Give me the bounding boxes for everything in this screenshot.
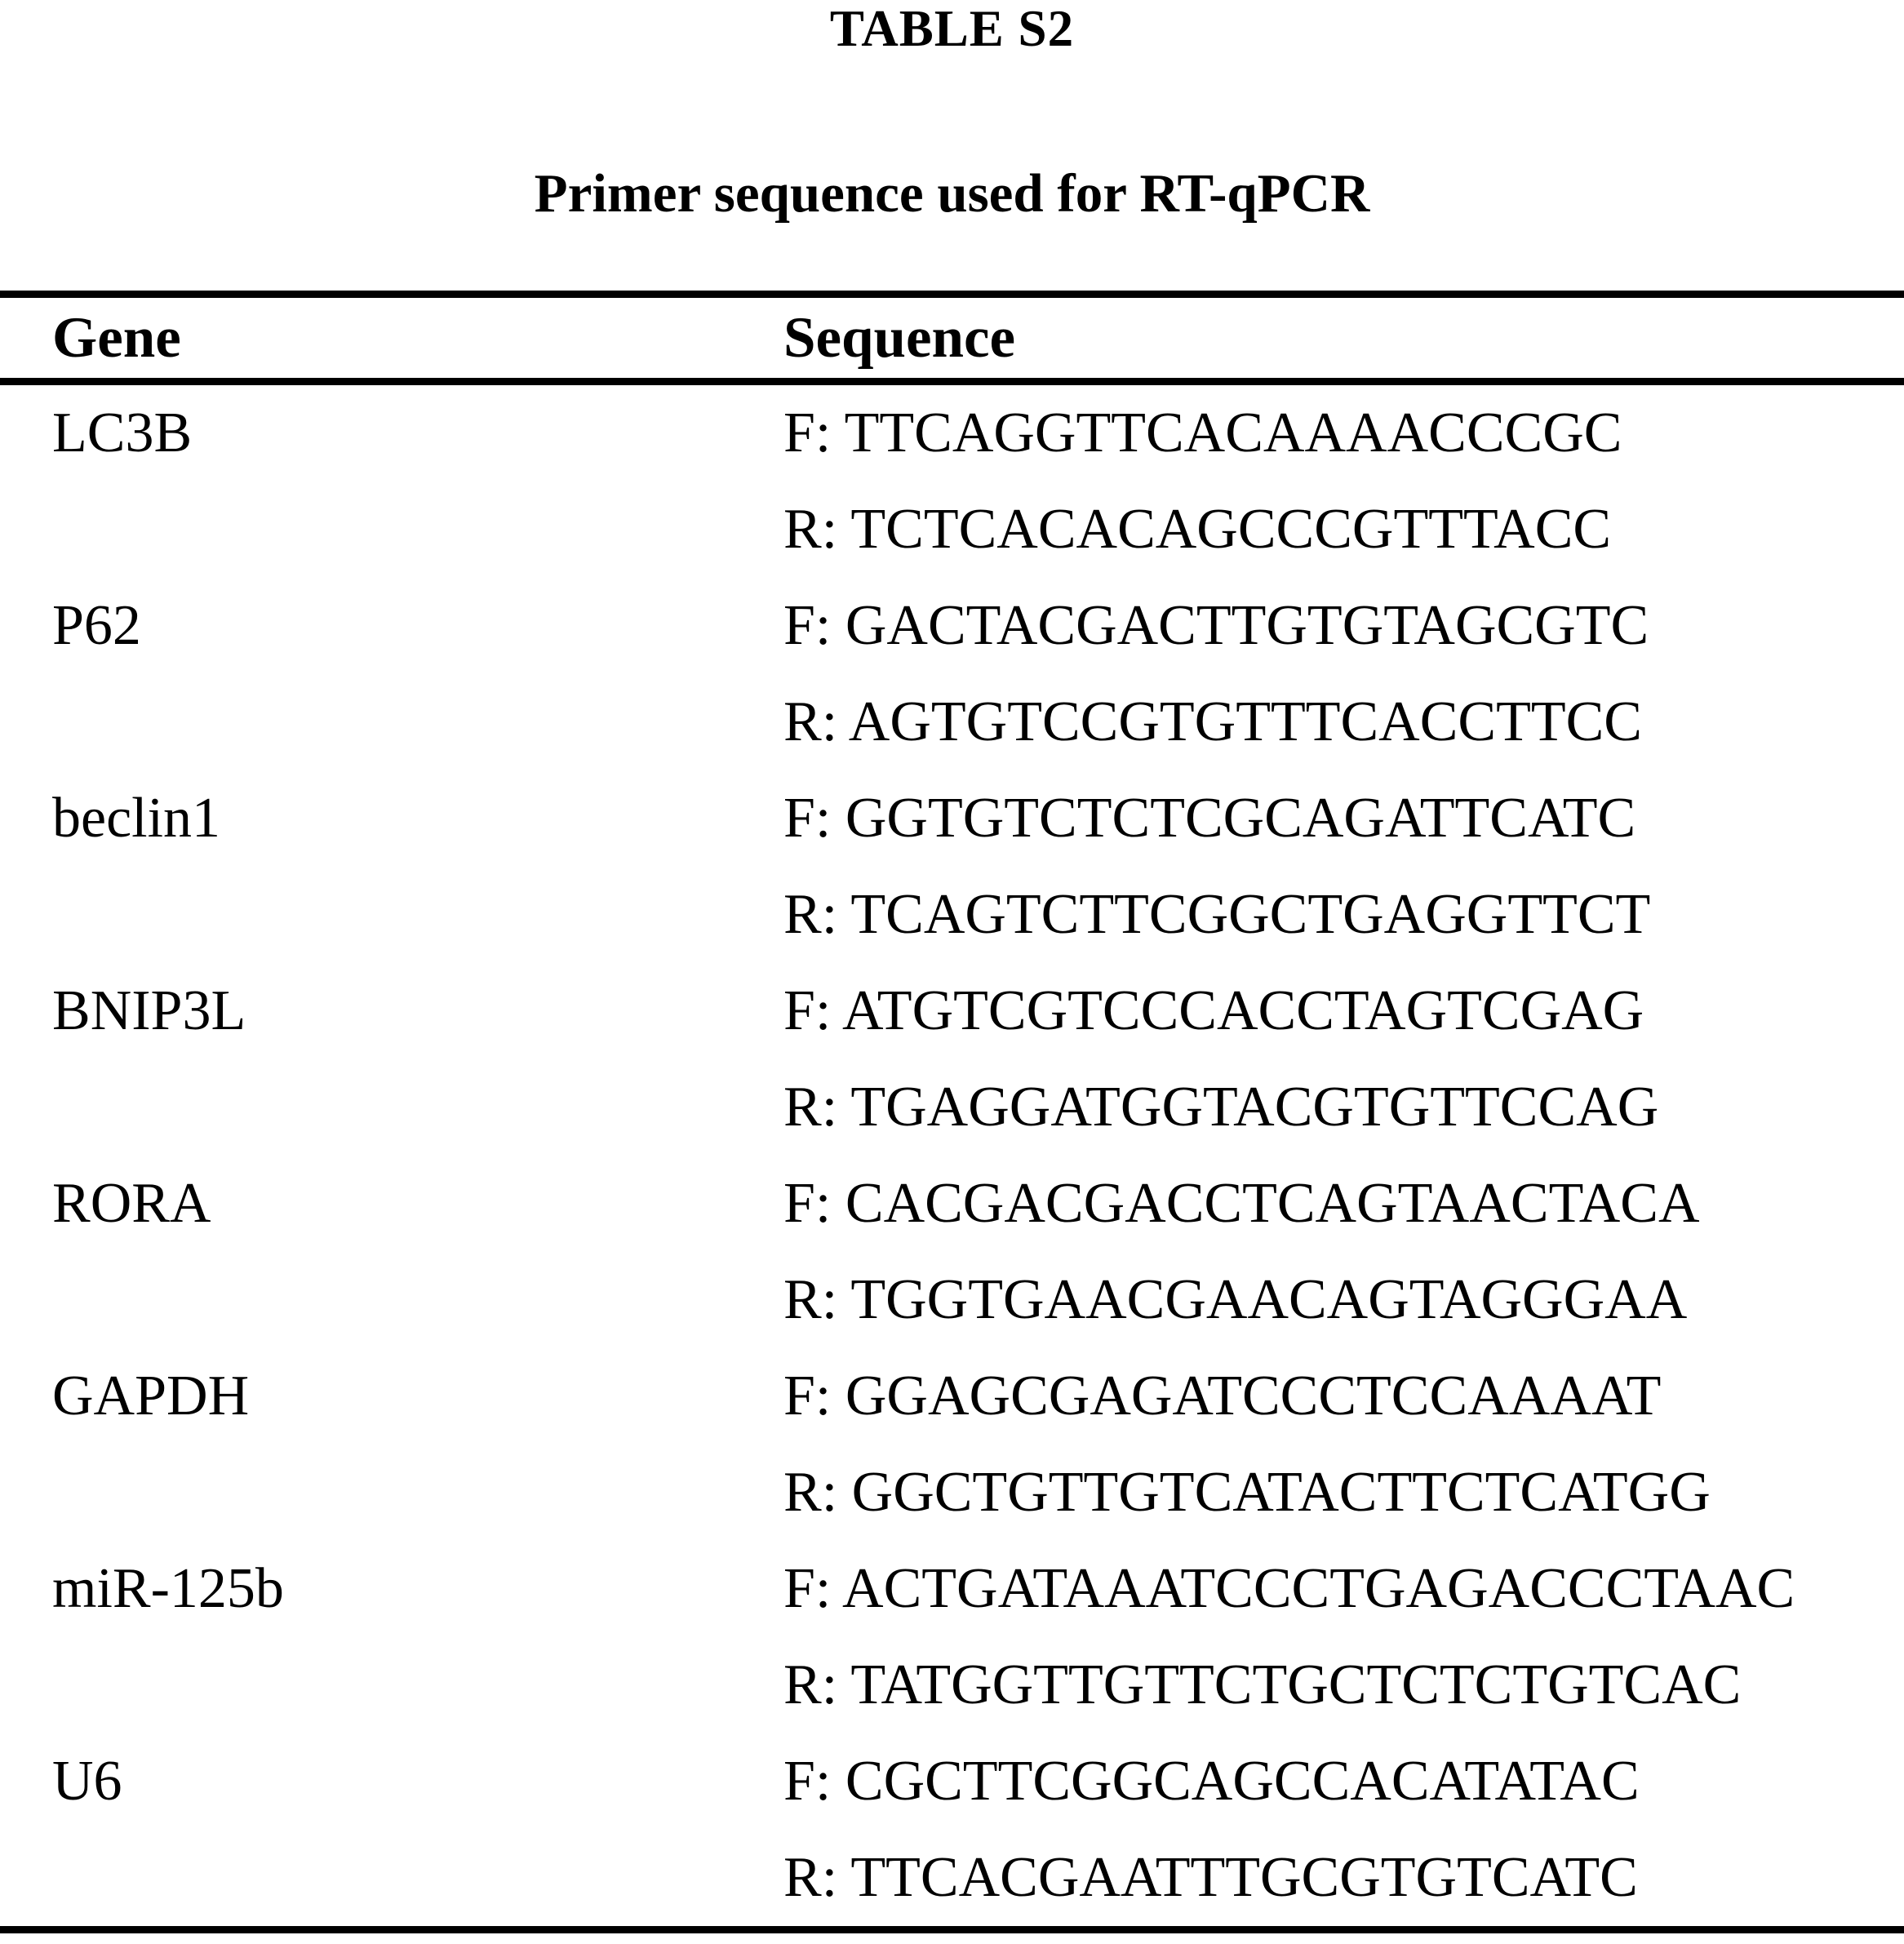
table-header-row	[0, 298, 1904, 385]
table-row-line	[0, 1348, 1904, 1445]
table-row-line	[0, 1059, 1904, 1156]
sequence-cell: R: TTCACGAATTTGCGTGTCATC	[783, 1846, 1638, 1909]
gene-cell: BNIP3L	[52, 979, 246, 1042]
primer-table	[0, 291, 1904, 1933]
sequence-cell: R: TCAGTCTTCGGCTGAGGTTCT	[783, 883, 1651, 946]
table-row-line	[0, 867, 1904, 963]
column-header-sequence: Sequence	[783, 305, 1015, 370]
gene-cell: P62	[52, 594, 141, 657]
table-row-line	[0, 1637, 1904, 1733]
sequence-cell: F: CACGACGACCTCAGTAACTACA	[783, 1172, 1700, 1235]
sequence-cell: R: AGTGTCCGTGTTTCACCTTCC	[783, 690, 1642, 753]
gene-cell: LC3B	[52, 402, 193, 464]
table-row-line	[0, 482, 1904, 578]
gene-cell: U6	[52, 1750, 122, 1813]
sequence-cell: R: TATGGTTGTTCTGCTCTCTGTCAC	[783, 1653, 1742, 1716]
table-row-line	[0, 1830, 1904, 1926]
table-label: TABLE S2	[829, 0, 1075, 57]
table-row-line	[0, 674, 1904, 770]
sequence-cell: F: CGCTTCGGCAGCCACATATAC	[783, 1750, 1640, 1813]
table-body	[0, 385, 1904, 1926]
sequence-cell: F: ATGTCGTCCCACCTAGTCGAG	[783, 979, 1644, 1042]
table-row-line	[0, 1733, 1904, 1830]
gene-cell: miR-125b	[52, 1557, 284, 1620]
gene-cell: beclin1	[52, 787, 221, 850]
sequence-cell: R: TGAGGATGGTACGTGTTCCAG	[783, 1076, 1659, 1138]
sequence-cell: F: GGAGCGAGATCCCTCCAAAAT	[783, 1365, 1662, 1427]
table-row-line	[0, 1156, 1904, 1252]
table-row-line	[0, 385, 1904, 482]
table-caption: Primer sequence used for RT-qPCR	[534, 163, 1370, 224]
table-row-line	[0, 963, 1904, 1059]
sequence-cell: R: GGCTGTTGTCATACTTCTCATGG	[783, 1461, 1711, 1524]
sequence-cell: F: TTCAGGTTCACAAAACCCGC	[783, 402, 1622, 464]
sequence-cell: F: ACTGATAAATCCCTGAGACCCTAAC	[783, 1557, 1795, 1620]
sequence-cell: R: TCTCACACAGCCCGTTTACC	[783, 498, 1612, 561]
gene-cell: RORA	[52, 1172, 211, 1235]
column-header-gene: Gene	[52, 305, 181, 370]
sequence-cell: F: GGTGTCTCTCGCAGATTCATC	[783, 787, 1636, 850]
table-row-line	[0, 578, 1904, 674]
table-row-line	[0, 1252, 1904, 1348]
table-row-line	[0, 1541, 1904, 1637]
gene-cell: GAPDH	[52, 1365, 250, 1427]
table-row-line	[0, 770, 1904, 867]
sequence-cell: R: TGGTGAACGAACAGTAGGGAA	[783, 1268, 1688, 1331]
table-row-line	[0, 1445, 1904, 1541]
sequence-cell: F: GACTACGACTTGTGTAGCGTC	[783, 594, 1649, 657]
